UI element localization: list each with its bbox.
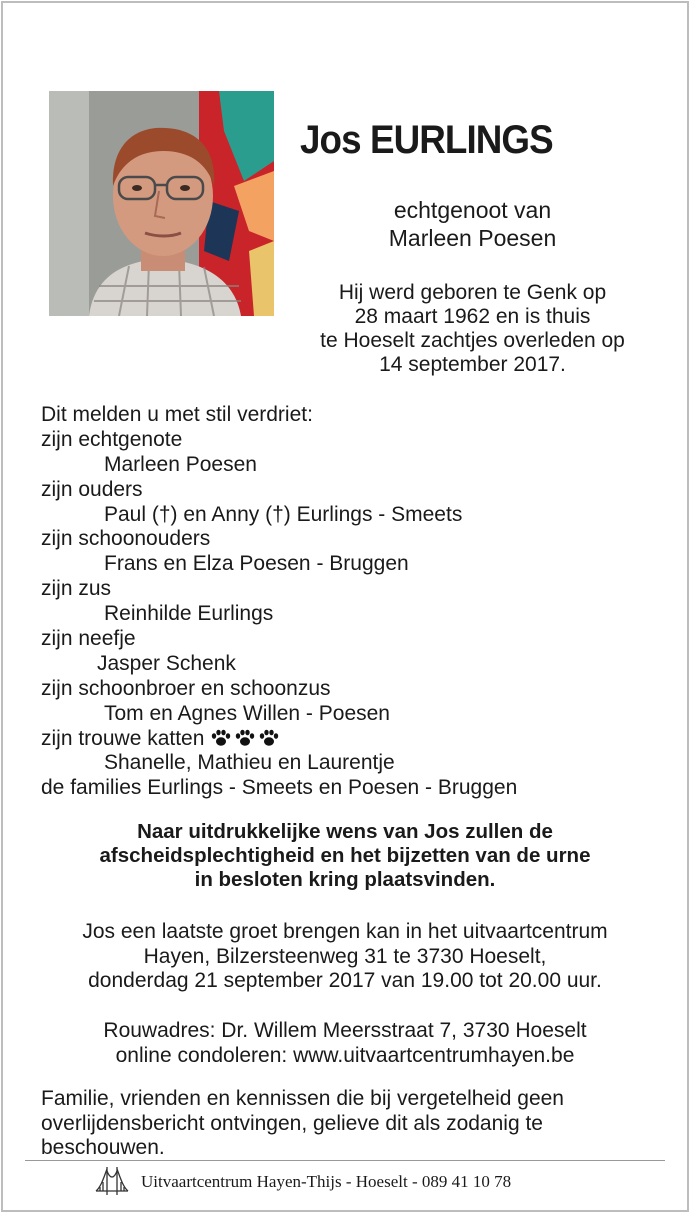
relation-label-cats	[41, 727, 661, 752]
footer-text: Uitvaartcentrum Hayen-Thijs - Hoeselt - 089 41 10 78	[141, 1172, 512, 1191]
portrait-photo	[49, 91, 274, 316]
relation-names: Jasper Schenk	[97, 651, 236, 675]
paw-icon	[210, 729, 232, 747]
relation-label: zijn neefje	[41, 627, 136, 651]
family-note	[41, 1087, 651, 1161]
bridge-logo-icon	[95, 1165, 129, 1197]
relation-label: zijn trouwe katten	[41, 726, 205, 750]
funeral-note-line: Naar uitdrukkelijke wens van Jos zullen de	[137, 820, 553, 843]
visitation-line: donderdag 21 september 2017 van 19.00 tot 20.00 uur.	[88, 969, 602, 992]
birth-line: te Hoeselt zachtjes overleden op	[320, 329, 625, 352]
address-line: Rouwadres: Dr. Willem Meersstraat 7, 3730 Hoeselt	[103, 1019, 587, 1042]
relation-label: zijn ouders	[41, 477, 143, 501]
birth-death-info	[305, 281, 640, 377]
spouse-info	[360, 196, 585, 252]
deceased-name: Jos EURLINGS	[300, 118, 553, 162]
relation-label: zijn echtgenote	[41, 427, 183, 451]
footer-divider	[25, 1160, 665, 1161]
birth-line: Hij werd geboren te Genk op	[338, 281, 607, 304]
paw-icon	[258, 729, 280, 747]
family-note-line: overlijdensbericht ontvingen, gelieve dit als zodanig te	[41, 1111, 543, 1135]
families-closing: de families Eurlings - Smeets en Poesen - Bruggen	[41, 776, 518, 800]
relation-names: Tom en Agnes Willen - Poesen	[104, 701, 390, 725]
footer	[95, 1163, 655, 1199]
relation-label: zijn zus	[41, 577, 112, 601]
relation-label: zijn schoonbroer en schoonzus	[41, 676, 331, 700]
relation-names: Marleen Poesen	[104, 452, 257, 476]
relation-names: Shanelle, Mathieu en Laurentje	[104, 751, 395, 775]
funeral-note	[40, 820, 650, 892]
spouse-name: Marleen Poesen	[388, 225, 557, 251]
funeral-note-line: afscheidsplechtigheid en het bijzetten van de urne	[99, 844, 591, 867]
family-note-line: Familie, vrienden en kennissen die bij vergetelheid geen	[41, 1087, 564, 1110]
visitation-info	[40, 920, 650, 994]
mourners-list	[41, 403, 661, 801]
birth-line: 28 maart 1962 en is thuis	[354, 305, 591, 328]
mourners-intro: Dit melden u met stil verdriet:	[41, 403, 313, 426]
funeral-note-line: in besloten kring plaatsvinden.	[194, 868, 496, 891]
condolence-link[interactable]: online condoleren: www.uitvaartcentrumhayen.be	[115, 1044, 575, 1067]
birth-line: 14 september 2017.	[379, 353, 566, 376]
relation-label: zijn schoonouders	[41, 527, 211, 551]
visitation-line: Jos een laatste groet brengen kan in het uitvaartcentrum	[82, 920, 608, 943]
family-note-line: beschouwen.	[41, 1136, 165, 1159]
mourning-address	[40, 1018, 650, 1068]
spouse-intro: echtgenoot van	[393, 197, 552, 223]
paw-icon	[234, 729, 256, 747]
relation-names: Paul (†) en Anny (†) Eurlings - Smeets	[104, 502, 463, 526]
visitation-line: Hayen, Bilzersteenweg 31 te 3730 Hoeselt,	[143, 944, 547, 968]
relation-names: Reinhilde Eurlings	[104, 602, 274, 626]
relation-names: Frans en Elza Poesen - Bruggen	[104, 552, 409, 576]
